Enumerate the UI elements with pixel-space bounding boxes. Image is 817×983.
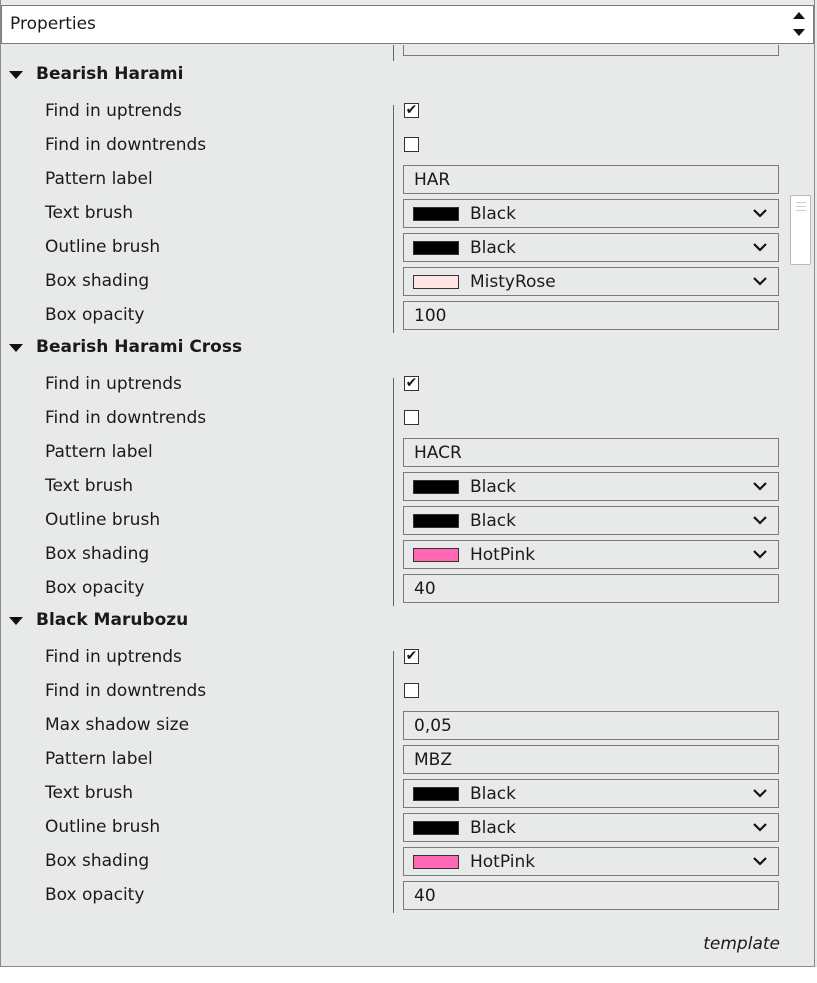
property-label: Box shading <box>45 544 150 564</box>
property-row <box>1 163 789 197</box>
property-row <box>1 641 789 675</box>
property-checkbox[interactable] <box>404 137 419 152</box>
color-swatch <box>413 548 459 562</box>
color-dropdown[interactable] <box>403 779 779 808</box>
color-dropdown[interactable] <box>403 813 779 842</box>
property-row <box>1 231 789 265</box>
property-row <box>1 368 789 402</box>
collapse-triangle-icon[interactable] <box>9 344 23 352</box>
property-label: Box shading <box>45 851 150 871</box>
color-name: HotPink <box>470 545 536 565</box>
property-checkbox[interactable]: ✔ <box>405 375 418 391</box>
property-row <box>1 675 789 709</box>
color-dropdown[interactable] <box>403 472 779 501</box>
color-swatch <box>413 241 459 255</box>
color-swatch <box>413 480 459 494</box>
arrow-up-icon[interactable] <box>793 12 805 19</box>
property-checkbox[interactable] <box>404 683 419 698</box>
properties-title: Properties <box>10 14 96 34</box>
color-swatch <box>413 275 459 289</box>
property-label: Text brush <box>45 476 133 496</box>
chevron-down-icon[interactable] <box>752 785 768 801</box>
collapse-triangle-icon[interactable] <box>9 71 23 79</box>
color-name: Black <box>470 477 516 497</box>
property-textbox[interactable]: 40 <box>403 881 779 910</box>
color-dropdown[interactable] <box>403 847 779 876</box>
template-link[interactable]: template <box>703 934 780 954</box>
chevron-down-icon[interactable] <box>752 853 768 869</box>
property-row <box>1 265 789 299</box>
property-row <box>1 402 789 436</box>
property-row <box>1 572 789 606</box>
property-label: Pattern label <box>45 169 153 189</box>
chevron-down-icon[interactable] <box>752 546 768 562</box>
color-name: Black <box>470 511 516 531</box>
chevron-down-icon[interactable] <box>752 819 768 835</box>
property-grid <box>1 45 789 925</box>
property-label: Outline brush <box>45 510 161 530</box>
chevron-down-icon[interactable] <box>752 205 768 221</box>
property-label: Find in downtrends <box>45 408 207 428</box>
property-row <box>1 129 789 163</box>
property-label: Text brush <box>45 203 133 223</box>
property-label: Pattern label <box>45 749 153 769</box>
color-dropdown[interactable] <box>403 233 779 262</box>
color-name: Black <box>470 784 516 804</box>
property-row <box>1 470 789 504</box>
category-header[interactable] <box>1 60 391 90</box>
property-row <box>1 538 789 572</box>
property-row <box>1 743 789 777</box>
color-swatch <box>413 787 459 801</box>
color-dropdown[interactable] <box>403 540 779 569</box>
color-dropdown[interactable] <box>403 506 779 535</box>
bottom-strip <box>0 967 817 983</box>
chevron-down-icon[interactable] <box>752 512 768 528</box>
header-spinner[interactable] <box>793 10 807 40</box>
property-row <box>1 709 789 743</box>
property-row <box>1 504 789 538</box>
property-label: Find in uptrends <box>45 647 182 667</box>
property-label: Outline brush <box>45 817 161 837</box>
color-swatch <box>413 207 459 221</box>
category-name: Black Marubozu <box>36 610 189 630</box>
chevron-down-icon[interactable] <box>752 478 768 494</box>
scrollbar-thumb[interactable] <box>790 195 811 265</box>
color-swatch <box>413 514 459 528</box>
category-name: Bearish Harami Cross <box>36 337 243 357</box>
property-row <box>1 879 789 913</box>
arrow-down-icon[interactable] <box>793 29 805 36</box>
property-row <box>1 811 789 845</box>
property-label: Box opacity <box>45 305 145 325</box>
color-name: MistyRose <box>470 272 556 292</box>
property-checkbox[interactable] <box>404 410 419 425</box>
property-label: Find in uptrends <box>45 101 182 121</box>
property-label: Find in downtrends <box>45 135 207 155</box>
color-name: Black <box>470 818 516 838</box>
property-label: Box opacity <box>45 885 145 905</box>
property-label: Box shading <box>45 271 150 291</box>
property-row <box>1 197 789 231</box>
property-checkbox[interactable]: ✔ <box>405 648 418 664</box>
category-header[interactable] <box>1 606 391 636</box>
color-name: Black <box>470 238 516 258</box>
property-label: Box opacity <box>45 578 145 598</box>
property-row <box>1 436 789 470</box>
collapse-triangle-icon[interactable] <box>9 617 23 625</box>
previous-property-field[interactable] <box>403 45 779 56</box>
property-row <box>1 777 789 811</box>
color-name: HotPink <box>470 852 536 872</box>
color-dropdown[interactable] <box>403 267 779 296</box>
property-label: Outline brush <box>45 237 161 257</box>
property-row <box>1 299 789 333</box>
color-name: Black <box>470 204 516 224</box>
property-row <box>1 845 789 879</box>
property-label: Find in downtrends <box>45 681 207 701</box>
property-textbox[interactable]: 40 <box>403 574 779 603</box>
category-header[interactable] <box>1 333 391 363</box>
chevron-down-icon[interactable] <box>752 273 768 289</box>
column-divider <box>393 45 394 61</box>
color-swatch <box>413 821 459 835</box>
properties-header <box>1 5 814 44</box>
property-textbox[interactable]: 0,05 <box>403 711 779 740</box>
color-dropdown[interactable] <box>403 199 779 228</box>
property-row <box>1 95 789 129</box>
property-checkbox[interactable]: ✔ <box>405 102 418 118</box>
property-label: Max shadow size <box>45 715 190 735</box>
property-textbox[interactable]: MBZ <box>403 745 779 774</box>
property-label: Text brush <box>45 783 133 803</box>
property-textbox[interactable]: HAR <box>403 165 779 194</box>
property-label: Find in uptrends <box>45 374 182 394</box>
property-textbox[interactable]: 100 <box>403 301 779 330</box>
color-swatch <box>413 855 459 869</box>
chevron-down-icon[interactable] <box>752 239 768 255</box>
category-name: Bearish Harami <box>36 64 184 84</box>
property-label: Pattern label <box>45 442 153 462</box>
property-textbox[interactable]: HACR <box>403 438 779 467</box>
